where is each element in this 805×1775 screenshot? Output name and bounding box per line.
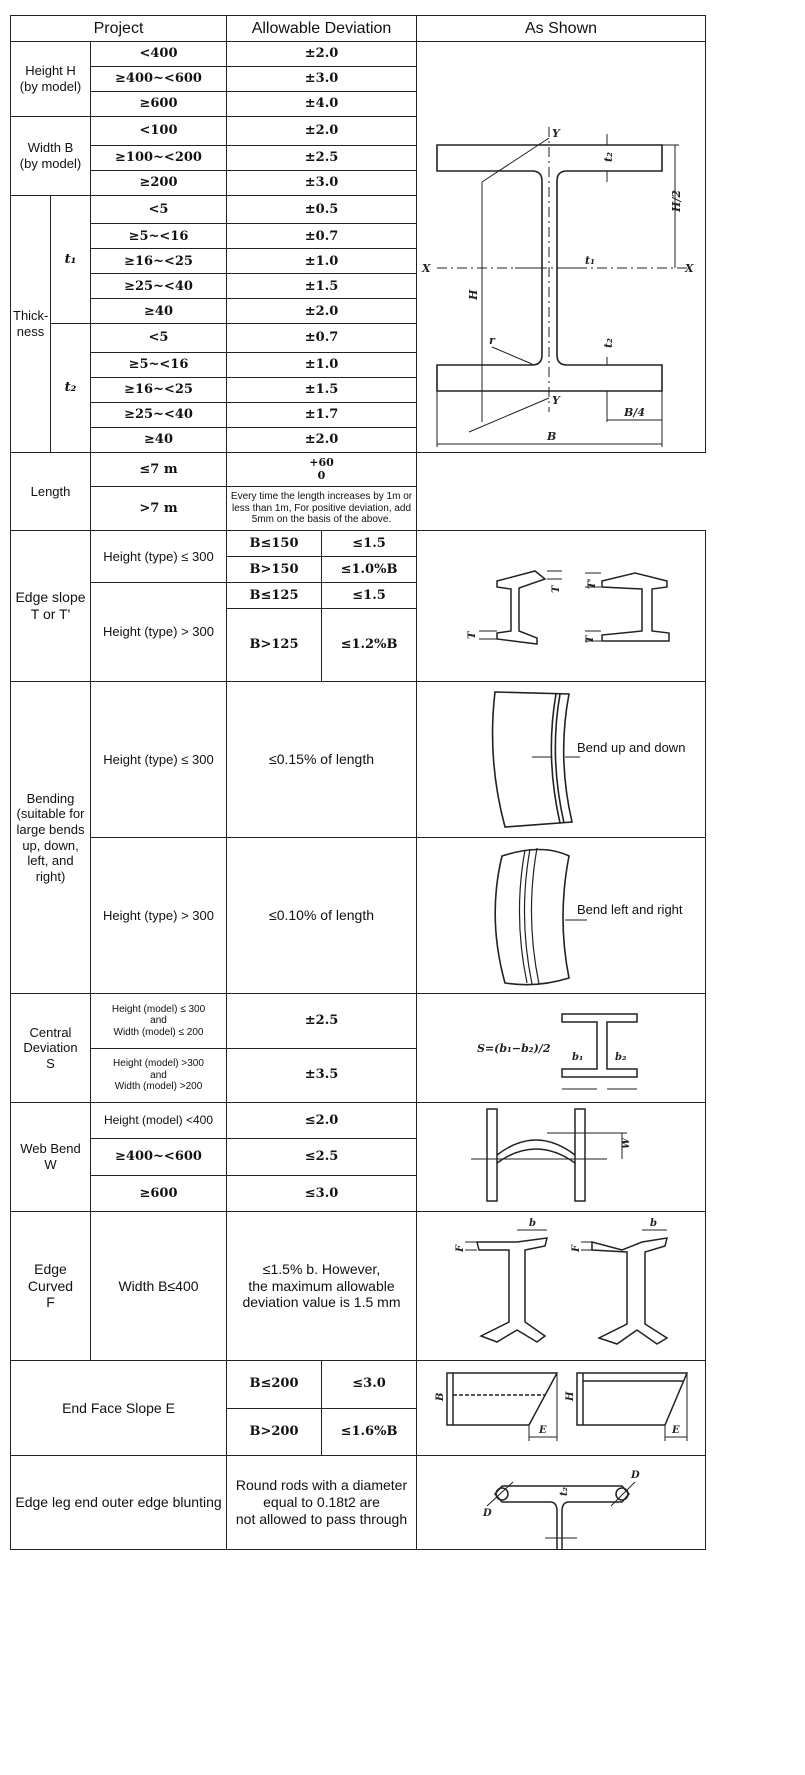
b-range-cell: B>150 <box>227 557 322 583</box>
svg-text:H: H <box>467 289 481 300</box>
thickness-label: Thick- ness <box>11 195 51 452</box>
deviation-cell: ≤1.6%B <box>322 1408 417 1456</box>
range-cell: ≥16~<25 <box>91 249 227 274</box>
svg-text:t₂: t₂ <box>602 338 616 348</box>
svg-text:b₂: b₂ <box>615 1052 627 1063</box>
svg-text:B/4: B/4 <box>624 406 645 419</box>
deviation-cell: ≤1.5 <box>322 583 417 609</box>
b-range-cell: B>200 <box>227 1408 322 1456</box>
svg-text:B: B <box>547 430 557 443</box>
dev-upper: +60 <box>309 456 334 470</box>
deviation-cell: ≤1.2%B <box>322 609 417 682</box>
range-cell: ≥200 <box>91 170 227 195</box>
t1-label: t₁ <box>51 195 91 324</box>
h-section-diagram-cell <box>417 42 706 453</box>
deviation-cell: ±0.5 <box>227 195 417 224</box>
bend-note: Bend up and down <box>577 740 686 755</box>
web-bend-diagram <box>417 1103 704 1211</box>
deviation-cell: ±3.0 <box>227 170 417 195</box>
condition-cell: ≥600 <box>91 1175 227 1211</box>
blunting-label: Edge leg end outer edge blunting <box>11 1456 227 1550</box>
header-allowable-deviation: Allowable Deviation <box>227 16 417 42</box>
range-cell: ≥25~<40 <box>91 274 227 299</box>
deviation-cell: ±2.0 <box>227 299 417 324</box>
svg-text:T': T' <box>587 578 599 589</box>
range-cell: ≥16~<25 <box>91 378 227 403</box>
deviation-cell: ≤3.0 <box>322 1361 417 1409</box>
deviation-cell: ±0.7 <box>227 224 417 249</box>
svg-text:t₂: t₂ <box>559 1487 571 1496</box>
central-deviation-diagram-cell <box>417 994 706 1103</box>
svg-text:H: H <box>565 1391 577 1401</box>
svg-text:H/2: H/2 <box>670 189 684 212</box>
deviation-cell: ±3.5 <box>227 1048 417 1103</box>
svg-text:b₁: b₁ <box>572 1052 584 1063</box>
header-as-shown: As Shown <box>417 16 706 42</box>
t2-label: t₂ <box>51 324 91 453</box>
edge-slope-diagram <box>417 531 704 681</box>
length-label: Length <box>11 453 91 531</box>
bending-label: Bending (suitable for large bends up, down, left, and right) <box>11 682 91 994</box>
svg-text:B: B <box>435 1392 447 1401</box>
range-cell: ≤7 m <box>91 453 227 487</box>
bend-note: Bend left and right <box>577 902 683 917</box>
svg-text:t₂: t₂ <box>602 152 616 162</box>
range-cell: ≥40 <box>91 299 227 324</box>
b-range-cell: B≤125 <box>227 583 322 609</box>
condition-cell: Height (type) ≤ 300 <box>91 682 227 838</box>
deviation-cell: ≤0.10% of length <box>227 838 417 994</box>
edge-slope-label: Edge slope T or T' <box>11 531 91 682</box>
h-section-diagram <box>417 42 704 452</box>
header-project: Project <box>11 16 227 42</box>
svg-text:b: b <box>529 1218 537 1229</box>
deviation-cell: ±1.0 <box>227 353 417 378</box>
range-cell: <100 <box>91 117 227 146</box>
svg-text:E: E <box>672 1425 680 1436</box>
range-cell: ≥40 <box>91 428 227 453</box>
range-cell: ≥600 <box>91 92 227 117</box>
bend-up-down-diagram-cell <box>417 682 706 838</box>
bend-left-right-diagram-cell <box>417 838 706 994</box>
condition-cell: Height (model) >300 and Width (model) >200 <box>91 1048 227 1103</box>
range-cell: ≥400~<600 <box>91 67 227 92</box>
svg-text:D: D <box>631 1470 640 1481</box>
range-cell: ≥25~<40 <box>91 403 227 428</box>
b-range-cell: B>125 <box>227 609 322 682</box>
condition-cell: Height (model) ≤ 300 and Width (model) ≤ 200 <box>91 994 227 1049</box>
range-cell: <5 <box>91 195 227 224</box>
deviation-cell: ±2.5 <box>227 994 417 1049</box>
edge-slope-diagram-cell <box>417 531 706 682</box>
web-bend-label: Web Bend W <box>11 1103 91 1212</box>
deviation-cell: ±1.0 <box>227 249 417 274</box>
condition-cell: Height (type) > 300 <box>91 838 227 994</box>
svg-text:Y: Y <box>552 127 560 140</box>
deviation-cell: ±1.5 <box>227 378 417 403</box>
height-h-label: Height H (by model) <box>11 42 91 117</box>
range-cell: >7 m <box>91 487 227 531</box>
deviation-cell: ±2.0 <box>227 42 417 67</box>
formula-text: S=(b₁−b₂)/2 <box>477 1042 551 1055</box>
edge-curved-diagram-cell <box>417 1212 706 1361</box>
dev-lower: 0 <box>317 468 326 482</box>
end-face-diagram-cell <box>417 1361 706 1456</box>
deviation-cell: ±1.5 <box>227 274 417 299</box>
deviation-cell: Every time the length increases by 1m or less than 1m, For positive deviation, add 5mm on the basis of the above. <box>227 487 417 531</box>
range-cell: <5 <box>91 324 227 353</box>
svg-text:F: F <box>455 1244 467 1252</box>
deviation-cell: ±0.7 <box>227 324 417 353</box>
svg-text:t₁: t₁ <box>585 254 595 267</box>
blunting-diagram-cell <box>417 1456 706 1550</box>
range-cell: ≥100~<200 <box>91 145 227 170</box>
deviation-cell: ≤3.0 <box>227 1175 417 1211</box>
central-deviation-diagram <box>417 994 704 1102</box>
svg-text:T: T <box>551 585 563 593</box>
b-range-cell: B≤200 <box>227 1361 322 1409</box>
condition-cell: Height (model) <400 <box>91 1103 227 1139</box>
deviation-cell: ±1.7 <box>227 403 417 428</box>
svg-text:T: T <box>467 631 479 639</box>
svg-text:F: F <box>571 1244 583 1252</box>
range-cell: <400 <box>91 42 227 67</box>
width-b-label: Width B (by model) <box>11 117 91 196</box>
svg-text:b: b <box>650 1218 658 1229</box>
deviation-cell: ±4.0 <box>227 92 417 117</box>
deviation-cell <box>227 453 417 487</box>
range-cell: ≥5~<16 <box>91 224 227 249</box>
deviation-cell: ≤2.0 <box>227 1103 417 1139</box>
end-face-slope-label: End Face Slope E <box>11 1361 227 1456</box>
deviation-cell: ±2.0 <box>227 428 417 453</box>
svg-text:Y: Y <box>552 394 560 407</box>
edge-curved-label: Edge Curved F <box>11 1212 91 1361</box>
web-bend-diagram-cell <box>417 1103 706 1212</box>
condition-cell: Height (type) > 300 <box>91 583 227 682</box>
bend-left-right-diagram <box>417 838 704 993</box>
deviation-cell: Round rods with a diameter equal to 0.18t2 are not allowed to pass through <box>227 1456 417 1550</box>
edge-curved-diagram <box>417 1212 704 1360</box>
condition-cell: ≥400~<600 <box>91 1139 227 1175</box>
deviation-cell: ≤0.15% of length <box>227 682 417 838</box>
deviation-cell: ≤2.5 <box>227 1139 417 1175</box>
svg-text:W: W <box>621 1137 633 1149</box>
condition-cell: Height (type) ≤ 300 <box>91 531 227 583</box>
deviation-cell: ±3.0 <box>227 67 417 92</box>
svg-text:r: r <box>489 334 495 347</box>
deviation-cell: ≤1.0%B <box>322 557 417 583</box>
blunting-diagram <box>417 1456 704 1549</box>
deviation-cell: ±2.0 <box>227 117 417 146</box>
svg-text:X: X <box>422 262 431 275</box>
svg-text:D: D <box>483 1508 492 1519</box>
range-cell: ≥5~<16 <box>91 353 227 378</box>
b-range-cell: B≤150 <box>227 531 322 557</box>
svg-text:E: E <box>539 1425 547 1436</box>
condition-cell: Width B≤400 <box>91 1212 227 1361</box>
central-deviation-label: Central Deviation S <box>11 994 91 1103</box>
deviation-cell: ±2.5 <box>227 145 417 170</box>
svg-text:X: X <box>685 262 694 275</box>
bend-up-down-diagram <box>417 682 704 837</box>
deviation-cell: ≤1.5% b. However, the maximum allowable deviation value is 1.5 mm <box>227 1212 417 1361</box>
deviation-cell: ≤1.5 <box>322 531 417 557</box>
deviation-table <box>10 15 706 1550</box>
svg-text:T: T <box>585 635 597 643</box>
end-face-diagram <box>417 1361 704 1455</box>
